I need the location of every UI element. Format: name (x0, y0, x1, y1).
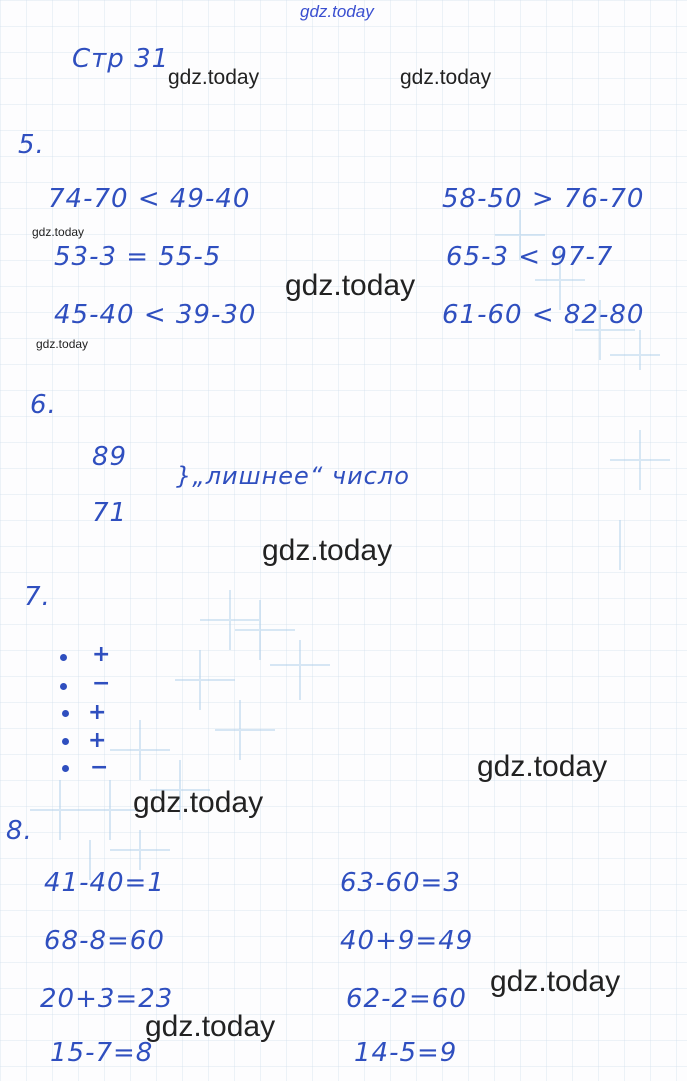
task7-sign-2: − (92, 671, 111, 696)
watermark: gdz.today (32, 225, 85, 239)
task5-left-2: 53-3 = 55-5 (54, 242, 222, 272)
page-header: Стр 31 (72, 44, 170, 74)
task6-number-2: 71 (92, 498, 128, 528)
top-watermark: gdz.today (300, 2, 374, 21)
task7-sign-5: − (90, 755, 109, 780)
task7-sign-3: + (88, 700, 107, 725)
task8-number: 8. (6, 816, 33, 846)
task6-number-1: 89 (92, 442, 128, 472)
watermark: gdz.today (133, 786, 264, 819)
watermark: gdz.today (400, 66, 492, 89)
task8-left-4: 15-7=8 (50, 1038, 154, 1068)
bullet-dot (62, 738, 69, 745)
bullet-dot (62, 765, 69, 772)
task8-left-1: 41-40=1 (44, 868, 165, 898)
watermark: gdz.today (285, 269, 416, 302)
task5-right-3: 61-60 < 82-80 (442, 300, 645, 330)
task8-left-2: 68-8=60 (44, 926, 165, 956)
task7-number: 7. (24, 582, 51, 612)
watermark: gdz.today (477, 750, 608, 783)
task7-sign-4: + (88, 728, 107, 753)
task5-right-1: 58-50 > 76-70 (442, 184, 645, 214)
watermark: gdz.today (36, 337, 89, 351)
bullet-dot (62, 710, 69, 717)
task8-left-3: 20+3=23 (40, 984, 174, 1014)
task8-right-4: 14-5=9 (354, 1038, 458, 1068)
watermark: gdz.today (145, 1010, 276, 1043)
task5-right-2: 65-3 < 97-7 (446, 242, 614, 272)
task5-left-3: 45-40 < 39-30 (54, 300, 257, 330)
task6-number: 6. (30, 390, 57, 420)
task8-right-3: 62-2=60 (346, 984, 467, 1014)
task8-right-1: 63-60=3 (340, 868, 461, 898)
bullet-dot (60, 654, 67, 661)
task5-number: 5. (18, 130, 45, 160)
bullet-dot (60, 683, 67, 690)
watermark: gdz.today (262, 534, 393, 567)
watermark: gdz.today (168, 66, 260, 89)
task6-note: }„лишнее“ число (176, 462, 410, 490)
task5-left-1: 74-70 < 49-40 (48, 184, 251, 214)
task7-sign-1: + (92, 642, 111, 667)
task8-right-2: 40+9=49 (340, 926, 474, 956)
watermark: gdz.today (490, 965, 621, 998)
